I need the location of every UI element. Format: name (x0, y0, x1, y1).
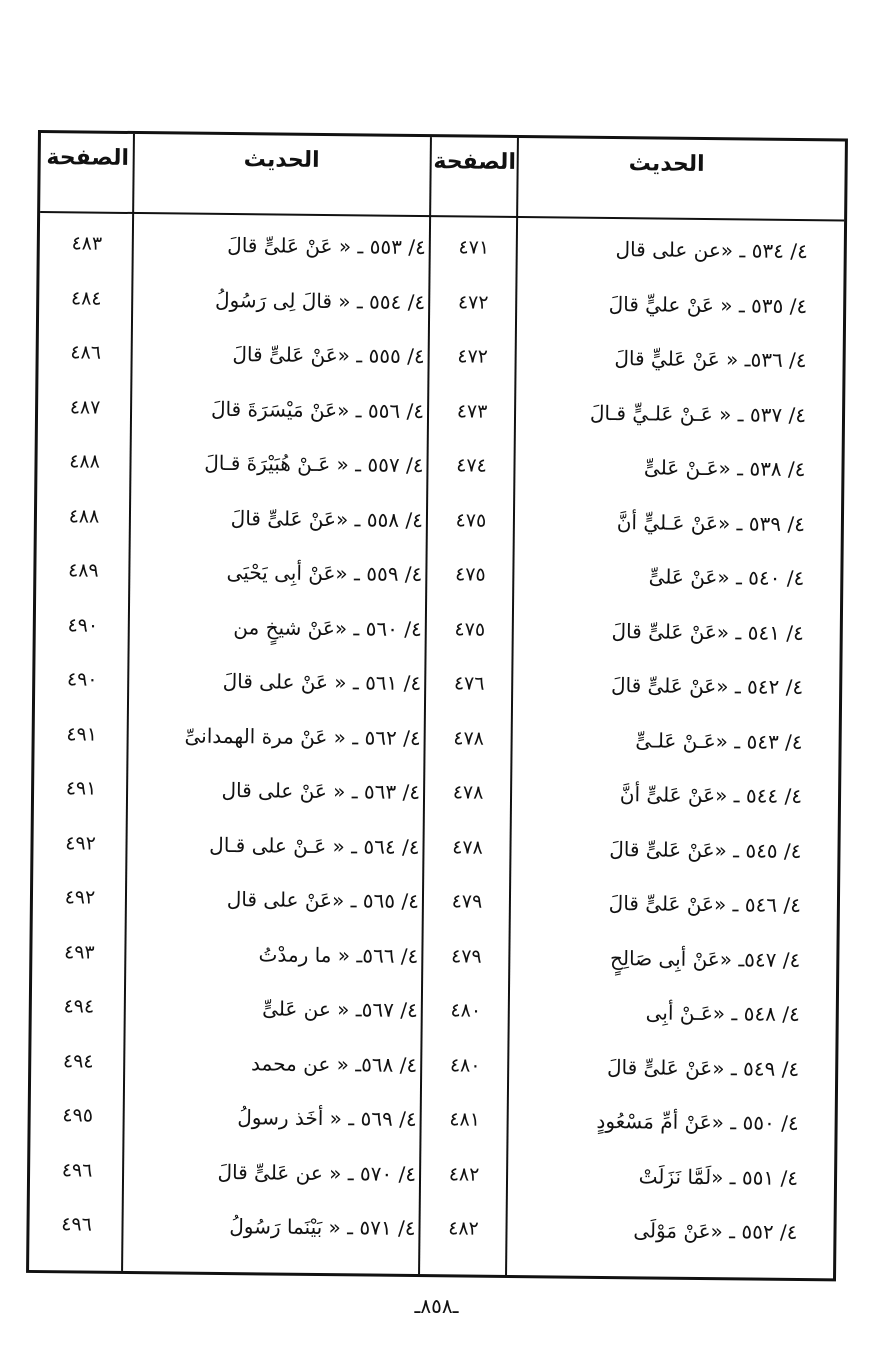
left-hadith-entry: ٤/ ٥٦٠ ـ «عَنْ شيخٍ من (233, 614, 422, 641)
left-page-number: ٤٩٠ (66, 668, 98, 691)
right-hadith-entry: ٤/ ٥٤١ ـ «عَنْ عَلىٍّ قالَ (611, 618, 804, 645)
right-page-number: ٤٨٢ (448, 1217, 479, 1240)
left-hadith-entry: ٤/ ٥٥٧ ـ « عَـنْ هُبَيْرَةَ قـالَ (204, 450, 424, 478)
index-table (26, 130, 848, 1281)
right-hadith-entry: ٤/ ٥٥١ ـ «لَمَّا نَزَلَتْ (638, 1163, 799, 1190)
right-hadith-entry: ٤/ ٥٤٣ ـ «عَـنْ عَلـىٍّ (635, 727, 803, 754)
table-row (36, 599, 841, 659)
table-row (38, 381, 843, 441)
right-page-number: ٤٧٥ (455, 508, 487, 532)
right-hadith-entry: ٤/ ٥٣٦ـ « عَنْ عَليٍّ قالَ (614, 346, 807, 373)
left-page-header: الصفحة (46, 145, 130, 171)
left-hadith-header: الحديث (243, 147, 320, 173)
right-page-number: ٤٨٢ (448, 1162, 480, 1186)
right-hadith-entry: ٤/ ٥٣٩ ـ «عَنْ عَـليٍّ أنَّ (616, 509, 806, 536)
right-page-number: ٤٧٥ (454, 617, 486, 641)
right-hadith-entry: ٤/ ٥٣٧ ـ « عَـنْ عَلـيٍّ قـالَ (589, 400, 807, 427)
left-page-number: ٤٨٣ (71, 232, 103, 255)
right-page-number: ٤٧٣ (456, 399, 488, 423)
left-page-number: ٤٩٢ (65, 831, 96, 855)
right-page-number: ٤٧٦ (453, 672, 485, 695)
table-row (35, 653, 840, 713)
left-page-number: ٤٨٨ (69, 450, 100, 473)
right-page-number: ٤٧٨ (453, 726, 485, 750)
left-page-number: ٤٩٤ (63, 995, 95, 1018)
right-page-number: ٤٧١ (458, 236, 490, 259)
table-row (30, 1089, 835, 1149)
right-hadith-entry: ٤/ ٥٤٠ ـ «عَنْ عَلىٍّ (648, 564, 805, 591)
left-hadith-entry: ٤/ ٥٦١ ـ « عَنْ على قالَ (222, 668, 422, 696)
left-hadith-entry: ٤/ ٥٧١ ـ « بَيْنَما رَسُولُ (229, 1214, 416, 1241)
right-hadith-entry: ٤/ ٥٣٥ ـ « عَنْ عليٍّ قالَ (608, 291, 808, 318)
right-page-number: ٤٨١ (449, 1108, 481, 1131)
table-row (33, 816, 838, 876)
table-row (32, 980, 837, 1040)
right-page-number: ٤٨٠ (449, 1053, 481, 1077)
left-page-number: ٤٨٧ (69, 395, 101, 419)
left-page-number: ٤٩٦ (61, 1158, 93, 1182)
left-page-number: ٤٩٦ (61, 1213, 92, 1236)
right-page-number: ٤٧٢ (457, 345, 489, 368)
right-hadith-header: الحديث (628, 151, 705, 177)
table-row (37, 435, 842, 495)
right-hadith-entry: ٤/ ٥٤٦ ـ «عَنْ عَلىٍّ قالَ (608, 891, 802, 918)
right-hadith-entry: ٤/ ٥٤٨ ـ «عَـنْ أبِى (645, 1000, 800, 1027)
right-page-number: ٤٧٨ (452, 835, 483, 859)
left-page-number: ٤٩٤ (62, 1049, 94, 1073)
right-hadith-entry: ٤/ ٥٥٢ ـ «عَنْ مَوْلَى (633, 1218, 798, 1245)
table-row (30, 1143, 835, 1203)
table-row (39, 272, 844, 332)
right-page-header: الصفحة (433, 149, 517, 176)
left-page-number: ٤٨٨ (68, 504, 100, 528)
table-row (34, 762, 839, 822)
left-hadith-entry: ٤/ ٥٦٧ـ « عن عَلىٍّ (262, 996, 418, 1023)
right-hadith-entry: ٤/ ٥٤٢ ـ «عَنْ عَلىٍّ قالَ (610, 673, 804, 700)
right-hadith-entry: ٤/ ٥٣٤ ـ «عن على قال (615, 237, 808, 264)
left-hadith-entry: ٤/ ٥٦٩ ـ « أخَذ رسولُ (237, 1105, 417, 1132)
table-row (33, 871, 838, 931)
left-hadith-entry: ٤/ ٥٦٦ـ « ما رمدْتُ (258, 941, 419, 968)
left-page-number: ٤٩١ (65, 777, 97, 800)
right-hadith-entry: ٤/ ٥٥٠ ـ «عَنْ أمِّ مَسْعُودٍ (596, 1108, 799, 1136)
right-hadith-entry: ٤/ ٥٤٩ ـ «عَنْ عَلىٍّ قالَ (606, 1054, 800, 1081)
left-page-number: ٤٩٣ (63, 940, 95, 964)
table-row (36, 544, 841, 604)
right-page-number: ٤٧٤ (456, 454, 487, 477)
left-page-number: ٤٨٦ (70, 341, 102, 364)
left-page-number: ٤٩٢ (64, 886, 96, 909)
table-row (31, 1034, 836, 1094)
right-page-number: ٤٧٥ (454, 563, 486, 586)
right-hadith-entry: ٤/ ٥٤٧ـ «عَنْ أبِى صَالِحٍ (609, 945, 801, 972)
right-hadith-entry: ٤/ ٥٤٤ ـ «عَنْ عَلىٍّ أنَّ (619, 782, 803, 809)
left-hadith-entry: ٤/ ٥٥٤ ـ « قالَ لِى رَسُولُ (214, 287, 426, 314)
left-page-number: ٤٨٩ (67, 559, 99, 582)
right-page-number: ٤٧٩ (451, 890, 483, 913)
right-page-number: ٤٨٠ (450, 999, 482, 1022)
table-row (34, 707, 839, 767)
right-page-number: ٤٧٩ (450, 944, 482, 968)
left-hadith-entry: ٤/ ٥٦٨ـ « عن محمد (251, 1050, 418, 1077)
table-row (37, 490, 842, 550)
left-hadith-entry: ٤/ ٥٥٥ ـ «عَنْ عَلىٍّ قالَ (232, 342, 425, 369)
left-hadith-entry: ٤/ ٥٥٦ ـ «عَنْ مَيْسَرَةَ قالَ (210, 396, 425, 423)
left-page-number: ٤٩٠ (67, 613, 99, 637)
page-number: ـ٨٥٨ـ (414, 1294, 459, 1318)
right-hadith-entry: ٤/ ٥٣٨ ـ «عَـنْ عَلىٍّ (643, 455, 806, 482)
left-hadith-entry: ٤/ ٥٦٢ ـ « عَنْ مرة الهمدانىِّ (184, 723, 421, 750)
left-hadith-entry: ٤/ ٥٦٥ ـ «عَنْ على قال (226, 887, 420, 914)
table-row (40, 217, 845, 277)
left-page-number: ٤٩٥ (62, 1104, 94, 1127)
table-row (29, 1198, 834, 1258)
table-row (32, 925, 837, 985)
right-page-number: ٤٧٨ (452, 781, 484, 804)
right-hadith-entry: ٤/ ٥٤٥ ـ «عَنْ عَلىٍّ قالَ (609, 836, 802, 863)
right-page-number: ٤٧٢ (457, 290, 489, 314)
left-hadith-entry: ٤/ ٥٥٨ ـ «عَنْ عَلىٍّ قالَ (230, 505, 424, 532)
left-hadith-entry: ٤/ ٥٦٤ ـ « عَـنْ على قـال (209, 832, 420, 859)
left-hadith-entry: ٤/ ٥٧٠ ـ « عن عَلىٍّ قالَ (217, 1159, 417, 1186)
table-row (38, 326, 843, 386)
left-page-number: ٤٨٤ (70, 286, 102, 310)
left-page-number: ٤٩١ (66, 722, 98, 746)
left-hadith-entry: ٤/ ٥٥٣ ـ « عَنْ عَلىٍّ قالَ (227, 232, 426, 260)
left-hadith-entry: ٤/ ٥٥٩ ـ «عَنْ أبِى يَحْيَى (226, 560, 423, 587)
left-hadith-entry: ٤/ ٥٦٣ ـ « عَنْ على قال (221, 777, 421, 805)
